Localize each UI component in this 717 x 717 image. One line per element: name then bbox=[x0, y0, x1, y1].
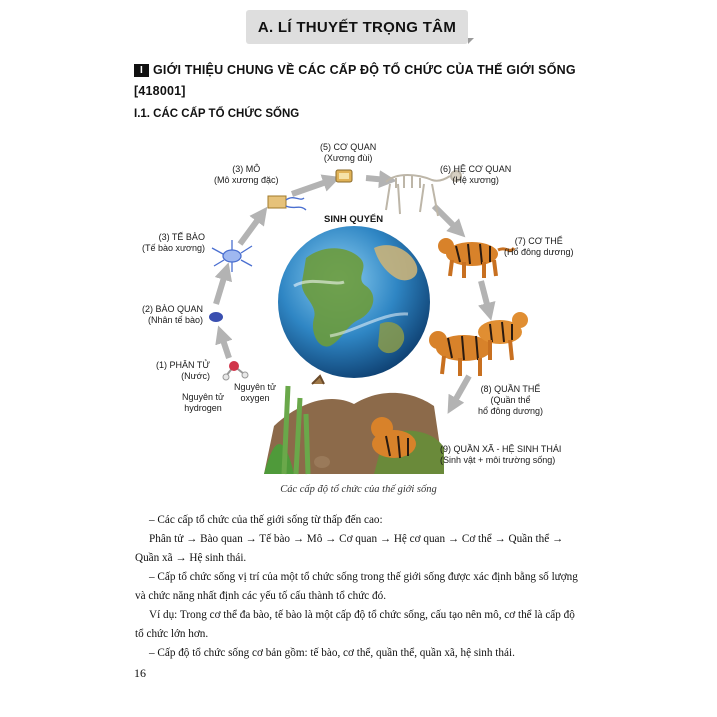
section-title-code: [418001] bbox=[134, 84, 186, 98]
level-5-subtitle: (Xương đùi) bbox=[323, 153, 373, 163]
level-4-title: (3) MÔ bbox=[232, 164, 261, 174]
level-8-title: (8) QUẦN THỂ bbox=[480, 384, 541, 394]
paragraph-1: – Các cấp tổ chức của thế giới sống từ thấp đến cao: bbox=[149, 514, 383, 526]
subsection-heading: I.1. CÁC CẤP TỔ CHỨC SỐNG bbox=[134, 108, 300, 120]
paragraph-3: – Cấp tổ chức sống vị trí của một tổ chức sống trong thế giới sống được xác định bằng số lượng và chức năng nhất định các yếu tố cấu thành tổ chức đó. bbox=[135, 571, 578, 602]
level-7-title: (7) CƠ THỂ bbox=[514, 236, 563, 246]
level-1-subtitle: (Nước) bbox=[181, 371, 211, 381]
level-9-label bbox=[440, 444, 561, 466]
levels-of-organization-figure bbox=[134, 136, 584, 476]
level-8-subtitle-line2: hổ đông dương) bbox=[478, 406, 543, 416]
level-2-title: (2) BÀO QUAN bbox=[142, 304, 204, 314]
section-title-line1: GIỚI THIỆU CHUNG VỀ CÁC CẤP ĐỘ TỔ CHỨC CỦA THẾ GIỚI SỐNG bbox=[153, 63, 576, 77]
level-3-label bbox=[142, 232, 205, 254]
level-3-subtitle: (Tế bào xương) bbox=[142, 243, 205, 253]
level-9-subtitle: (Sinh vật + môi trường sống) bbox=[440, 455, 556, 465]
ecosystem-scene-image bbox=[264, 376, 444, 474]
paragraph-2: Phân tử → Bào quan → Tế bào → Mô → Cơ quan → Hệ cơ quan → Cơ thể → Quần thể → Quần xã → Hệ sinh thái. bbox=[135, 533, 564, 564]
nucleus-icon bbox=[209, 312, 223, 322]
page-number: 16 bbox=[134, 666, 146, 680]
level-5-title: (5) CƠ QUAN bbox=[320, 142, 377, 152]
level-9-title: (9) QUẦN XÃ - HỆ SINH THÁI bbox=[440, 444, 562, 454]
atom-oxygen-label bbox=[234, 382, 276, 404]
section-number-box: I bbox=[134, 64, 149, 77]
earth-globe-image bbox=[278, 226, 430, 378]
atom-hydrogen-label bbox=[182, 392, 224, 414]
level-6-label bbox=[440, 164, 511, 186]
paragraph-5: – Cấp độ tổ chức sống cơ bản gồm: tế bào, cơ thể, quần thể, quần xã, hệ sinh thái. bbox=[149, 647, 515, 659]
bone-cell-icon bbox=[212, 240, 252, 272]
tiger-population-icon bbox=[429, 312, 528, 376]
section-heading bbox=[134, 60, 594, 102]
atom-oxygen-line1: Nguyên tử bbox=[234, 382, 277, 392]
level-1-title: (1) PHÂN TỬ bbox=[156, 360, 211, 370]
bone-tissue-icon bbox=[268, 196, 306, 210]
level-7-subtitle: (Hổ đông dương) bbox=[504, 247, 574, 257]
level-7-label bbox=[504, 236, 573, 258]
level-8-subtitle: (Quần thể bbox=[490, 395, 531, 405]
tiger-icon bbox=[438, 238, 514, 278]
biosphere-label: SINH QUYỂN bbox=[324, 214, 384, 225]
level-8-label bbox=[478, 384, 543, 417]
level-1-label bbox=[156, 360, 210, 382]
figure-caption: Các cấp độ tổ chức của thế giới sống bbox=[280, 484, 437, 495]
femur-bone-icon bbox=[336, 170, 352, 182]
level-4-subtitle: (Mô xương đặc) bbox=[214, 175, 279, 185]
chapter-banner: A. LÍ THUYẾT TRỌNG TÂM bbox=[246, 10, 468, 44]
water-molecule-icon bbox=[223, 361, 248, 380]
level-2-label bbox=[142, 304, 203, 326]
level-6-title: (6) HỆ CƠ QUAN bbox=[440, 164, 512, 174]
level-5-label bbox=[320, 142, 376, 164]
atom-hydrogen-line2: hydrogen bbox=[184, 403, 222, 413]
level-4-label bbox=[214, 164, 278, 186]
atom-hydrogen-line1: Nguyên tử bbox=[182, 392, 225, 402]
paragraph-4: Ví dụ: Trong cơ thể đa bào, tế bào là một cấp độ tổ chức sống, cấu tạo nên mô, cơ thể là cấp độ tổ chức lớn hơn. bbox=[135, 609, 575, 640]
level-2-subtitle: (Nhân tế bào) bbox=[147, 315, 204, 325]
level-6-subtitle: (Hệ xương) bbox=[452, 175, 499, 185]
level-3-title: (3) TẾ BÀO bbox=[158, 232, 205, 242]
atom-oxygen-line2: oxygen bbox=[240, 393, 270, 403]
